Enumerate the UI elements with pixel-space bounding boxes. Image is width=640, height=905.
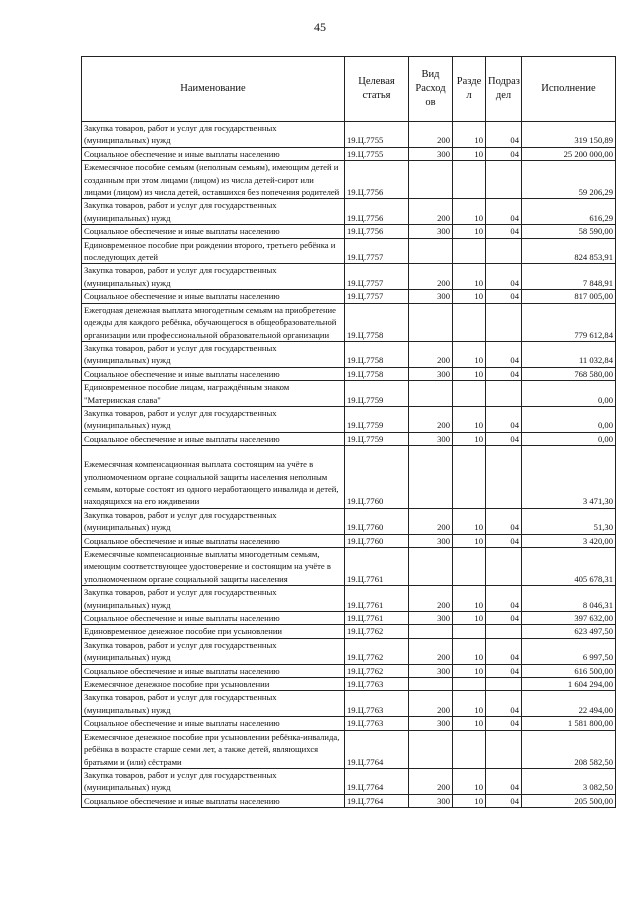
- row-target-code-cell: 19.Ц.7758: [345, 367, 409, 380]
- row-razdel-cell: 10: [453, 367, 486, 380]
- row-razdel-cell: 10: [453, 691, 486, 717]
- row-amount-cell: 22 494,00: [522, 691, 616, 717]
- row-name-cell: Единовременное денежное пособие при усыновлении: [82, 625, 345, 638]
- row-podrazdel-cell: 04: [486, 147, 522, 160]
- row-target-code-cell: 19.Ц.7764: [345, 768, 409, 794]
- table-row: [82, 691, 616, 717]
- row-vid-cell: 200: [409, 199, 453, 225]
- row-amount-cell: 616,29: [522, 199, 616, 225]
- row-razdel-cell: [453, 548, 486, 586]
- row-podrazdel-cell: 04: [486, 768, 522, 794]
- row-razdel-cell: [453, 625, 486, 638]
- row-podrazdel-cell: 04: [486, 367, 522, 380]
- row-target-code-cell: 19.Ц.7764: [345, 730, 409, 768]
- row-podrazdel-cell: [486, 238, 522, 264]
- row-vid-cell: [409, 625, 453, 638]
- row-amount-cell: 25 200 000,00: [522, 147, 616, 160]
- row-name-cell: Закупка товаров, работ и услуг для государственных (муниципальных) нужд: [82, 341, 345, 367]
- table-row: [82, 161, 616, 199]
- table-row: [82, 678, 616, 691]
- budget-execution-table: [81, 56, 616, 808]
- row-amount-cell: 3 471,30: [522, 446, 616, 509]
- row-podrazdel-cell: 04: [486, 794, 522, 807]
- row-target-code-cell: 19.Ц.7759: [345, 432, 409, 445]
- row-amount-cell: 8 046,31: [522, 586, 616, 612]
- row-vid-cell: 200: [409, 586, 453, 612]
- table-row: [82, 238, 616, 264]
- row-target-code-cell: 19.Ц.7761: [345, 548, 409, 586]
- row-vid-cell: [409, 678, 453, 691]
- row-razdel-cell: 10: [453, 199, 486, 225]
- row-vid-cell: [409, 381, 453, 407]
- column-header-target: Целевая статья: [345, 57, 409, 122]
- table-row: [82, 612, 616, 625]
- row-razdel-cell: 10: [453, 586, 486, 612]
- row-vid-cell: [409, 548, 453, 586]
- row-amount-cell: 616 500,00: [522, 664, 616, 677]
- row-target-code-cell: 19.Ц.7763: [345, 691, 409, 717]
- row-name-cell: Закупка товаров, работ и услуг для государственных (муниципальных) нужд: [82, 768, 345, 794]
- table-row: [82, 794, 616, 807]
- table-row: [82, 548, 616, 586]
- row-podrazdel-cell: 04: [486, 290, 522, 303]
- row-vid-cell: 200: [409, 508, 453, 534]
- table-row: [82, 122, 616, 148]
- row-vid-cell: 200: [409, 264, 453, 290]
- row-amount-cell: 623 497,50: [522, 625, 616, 638]
- table-row: [82, 264, 616, 290]
- row-name-cell: Единовременное пособие лицам, награждённым знаком "Материнская слава": [82, 381, 345, 407]
- row-vid-cell: [409, 161, 453, 199]
- row-target-code-cell: 19.Ц.7756: [345, 199, 409, 225]
- page-number: 45: [314, 20, 326, 34]
- row-razdel-cell: 10: [453, 122, 486, 148]
- row-razdel-cell: [453, 238, 486, 264]
- row-amount-cell: 824 853,91: [522, 238, 616, 264]
- row-vid-cell: 300: [409, 147, 453, 160]
- row-target-code-cell: 19.Ц.7758: [345, 303, 409, 341]
- row-podrazdel-cell: [486, 678, 522, 691]
- table-row: [82, 367, 616, 380]
- row-podrazdel-cell: [486, 381, 522, 407]
- row-amount-cell: 11 032,84: [522, 341, 616, 367]
- table-row: [82, 303, 616, 341]
- row-amount-cell: 58 590,00: [522, 225, 616, 238]
- table-row: [82, 147, 616, 160]
- table-body: [82, 122, 616, 808]
- row-podrazdel-cell: [486, 548, 522, 586]
- row-name-cell: Социальное обеспечение и иные выплаты населению: [82, 794, 345, 807]
- row-name-cell: Ежемесячные компенсационные выплаты многодетным семьям, имеющим соответствующее удостоверение и состоящим на учёте в уполномоченном органе социальной защиты населения: [82, 548, 345, 586]
- column-header-execution: Исполнение: [522, 57, 616, 122]
- row-podrazdel-cell: [486, 625, 522, 638]
- row-razdel-cell: 10: [453, 290, 486, 303]
- row-target-code-cell: 19.Ц.7759: [345, 381, 409, 407]
- row-vid-cell: 300: [409, 367, 453, 380]
- table-row: [82, 508, 616, 534]
- row-podrazdel-cell: 04: [486, 225, 522, 238]
- row-target-code-cell: 19.Ц.7764: [345, 794, 409, 807]
- row-razdel-cell: 10: [453, 147, 486, 160]
- row-razdel-cell: 10: [453, 406, 486, 432]
- table-row: [82, 341, 616, 367]
- column-header-razdel: Разде л: [453, 57, 486, 122]
- row-razdel-cell: [453, 730, 486, 768]
- row-vid-cell: 200: [409, 122, 453, 148]
- row-podrazdel-cell: 04: [486, 432, 522, 445]
- row-target-code-cell: 19.Ц.7762: [345, 638, 409, 664]
- row-razdel-cell: [453, 303, 486, 341]
- row-amount-cell: 1 581 800,00: [522, 717, 616, 730]
- row-target-code-cell: 19.Ц.7760: [345, 446, 409, 509]
- table-header-row: [82, 57, 616, 122]
- row-amount-cell: 397 632,00: [522, 612, 616, 625]
- table-row: [82, 730, 616, 768]
- row-name-cell: Социальное обеспечение и иные выплаты населению: [82, 225, 345, 238]
- table-row: [82, 664, 616, 677]
- row-name-cell: Социальное обеспечение и иные выплаты населению: [82, 534, 345, 547]
- row-amount-cell: 208 582,50: [522, 730, 616, 768]
- row-podrazdel-cell: 04: [486, 534, 522, 547]
- row-vid-cell: 300: [409, 612, 453, 625]
- row-amount-cell: 51,30: [522, 508, 616, 534]
- row-vid-cell: 200: [409, 638, 453, 664]
- row-podrazdel-cell: 04: [486, 264, 522, 290]
- table-row: [82, 199, 616, 225]
- row-razdel-cell: [453, 678, 486, 691]
- row-amount-cell: 3 420,00: [522, 534, 616, 547]
- row-amount-cell: 59 206,29: [522, 161, 616, 199]
- row-podrazdel-cell: 04: [486, 717, 522, 730]
- row-name-cell: Закупка товаров, работ и услуг для государственных (муниципальных) нужд: [82, 406, 345, 432]
- row-razdel-cell: 10: [453, 225, 486, 238]
- row-target-code-cell: 19.Ц.7763: [345, 717, 409, 730]
- table-row: [82, 381, 616, 407]
- row-razdel-cell: 10: [453, 717, 486, 730]
- table-row: [82, 768, 616, 794]
- row-amount-cell: 0,00: [522, 406, 616, 432]
- row-vid-cell: [409, 238, 453, 264]
- row-name-cell: Закупка товаров, работ и услуг для государственных (муниципальных) нужд: [82, 586, 345, 612]
- row-razdel-cell: 10: [453, 432, 486, 445]
- row-vid-cell: 200: [409, 341, 453, 367]
- row-target-code-cell: 19.Ц.7759: [345, 406, 409, 432]
- table-row: [82, 717, 616, 730]
- row-amount-cell: 319 150,89: [522, 122, 616, 148]
- row-razdel-cell: 10: [453, 768, 486, 794]
- row-name-cell: Социальное обеспечение и иные выплаты населению: [82, 432, 345, 445]
- table-row: [82, 586, 616, 612]
- row-amount-cell: 405 678,31: [522, 548, 616, 586]
- row-name-cell: Социальное обеспечение и иные выплаты населению: [82, 290, 345, 303]
- row-vid-cell: 300: [409, 225, 453, 238]
- row-target-code-cell: 19.Ц.7756: [345, 161, 409, 199]
- row-podrazdel-cell: 04: [486, 664, 522, 677]
- row-amount-cell: 6 997,50: [522, 638, 616, 664]
- row-vid-cell: [409, 446, 453, 509]
- row-target-code-cell: 19.Ц.7756: [345, 225, 409, 238]
- row-amount-cell: 1 604 294,00: [522, 678, 616, 691]
- row-amount-cell: 817 005,00: [522, 290, 616, 303]
- row-name-cell: Закупка товаров, работ и услуг для государственных (муниципальных) нужд: [82, 691, 345, 717]
- row-podrazdel-cell: [486, 730, 522, 768]
- row-podrazdel-cell: 04: [486, 612, 522, 625]
- column-header-name: Наименование: [82, 57, 345, 122]
- row-vid-cell: 300: [409, 290, 453, 303]
- row-podrazdel-cell: 04: [486, 508, 522, 534]
- row-target-code-cell: 19.Ц.7755: [345, 122, 409, 148]
- row-razdel-cell: 10: [453, 638, 486, 664]
- row-name-cell: Социальное обеспечение и иные выплаты населению: [82, 717, 345, 730]
- row-podrazdel-cell: 04: [486, 199, 522, 225]
- row-podrazdel-cell: 04: [486, 586, 522, 612]
- row-podrazdel-cell: 04: [486, 638, 522, 664]
- row-name-cell: Закупка товаров, работ и услуг для государственных (муниципальных) нужд: [82, 508, 345, 534]
- row-target-code-cell: 19.Ц.7762: [345, 664, 409, 677]
- row-podrazdel-cell: [486, 161, 522, 199]
- table-row: [82, 225, 616, 238]
- row-podrazdel-cell: [486, 303, 522, 341]
- row-razdel-cell: 10: [453, 341, 486, 367]
- row-podrazdel-cell: 04: [486, 691, 522, 717]
- row-amount-cell: 779 612,84: [522, 303, 616, 341]
- table-row: [82, 290, 616, 303]
- table-row: [82, 406, 616, 432]
- row-target-code-cell: 19.Ц.7761: [345, 586, 409, 612]
- row-name-cell: Единовременное пособие при рождении второго, третьего ребёнка и последующих детей: [82, 238, 345, 264]
- row-name-cell: Закупка товаров, работ и услуг для государственных (муниципальных) нужд: [82, 264, 345, 290]
- table-row: [82, 446, 616, 509]
- row-vid-cell: 200: [409, 691, 453, 717]
- row-name-cell: Ежемесячное денежное пособие при усыновлении ребёнка-инвалида, ребёнка в возрасте старше семи лет, а также детей, являющихся братьями и (или) сёстрами: [82, 730, 345, 768]
- row-amount-cell: 3 082,50: [522, 768, 616, 794]
- row-razdel-cell: 10: [453, 508, 486, 534]
- table-row: [82, 638, 616, 664]
- row-name-cell: Ежемесячное пособие семьям (неполным семьям), имеющим детей и созданным при этом лицами (лицом) из числа детей-сирот или лицами (лицом) из числа детей, оставшихся без попечения родителей: [82, 161, 345, 199]
- row-target-code-cell: 19.Ц.7763: [345, 678, 409, 691]
- row-vid-cell: 300: [409, 534, 453, 547]
- row-vid-cell: 200: [409, 768, 453, 794]
- row-razdel-cell: 10: [453, 534, 486, 547]
- row-vid-cell: 200: [409, 406, 453, 432]
- row-name-cell: Ежемесячная компенсационная выплата состоящим на учёте в уполномоченном органе социальной защиты населения неполным семьям, которые состоят из одного неработающего инвалида и детей, находящихся на его иждивении: [82, 446, 345, 509]
- row-name-cell: Социальное обеспечение и иные выплаты населению: [82, 147, 345, 160]
- row-vid-cell: 300: [409, 794, 453, 807]
- column-header-vid: Вид Расход ов: [409, 57, 453, 122]
- row-razdel-cell: 10: [453, 794, 486, 807]
- row-razdel-cell: 10: [453, 612, 486, 625]
- row-amount-cell: 0,00: [522, 381, 616, 407]
- row-vid-cell: [409, 303, 453, 341]
- row-target-code-cell: 19.Ц.7762: [345, 625, 409, 638]
- table-row: [82, 625, 616, 638]
- row-vid-cell: [409, 730, 453, 768]
- row-razdel-cell: [453, 381, 486, 407]
- row-target-code-cell: 19.Ц.7760: [345, 508, 409, 534]
- row-target-code-cell: 19.Ц.7757: [345, 264, 409, 290]
- row-amount-cell: 0,00: [522, 432, 616, 445]
- row-target-code-cell: 19.Ц.7755: [345, 147, 409, 160]
- row-name-cell: Ежегодная денежная выплата многодетным семьям на приобретение одежды для каждого ребёнка, обучающегося в общеобразовательной организации или профессиональной образовательной организации: [82, 303, 345, 341]
- row-razdel-cell: 10: [453, 264, 486, 290]
- row-podrazdel-cell: [486, 446, 522, 509]
- table-row: [82, 534, 616, 547]
- row-razdel-cell: [453, 161, 486, 199]
- row-vid-cell: 300: [409, 664, 453, 677]
- row-name-cell: Социальное обеспечение и иные выплаты населению: [82, 612, 345, 625]
- row-amount-cell: 768 580,00: [522, 367, 616, 380]
- row-amount-cell: 7 848,91: [522, 264, 616, 290]
- row-name-cell: Закупка товаров, работ и услуг для государственных (муниципальных) нужд: [82, 122, 345, 148]
- row-name-cell: Социальное обеспечение и иные выплаты населению: [82, 367, 345, 380]
- row-target-code-cell: 19.Ц.7760: [345, 534, 409, 547]
- row-podrazdel-cell: 04: [486, 122, 522, 148]
- row-target-code-cell: 19.Ц.7761: [345, 612, 409, 625]
- column-header-podrazdel: Подраз дел: [486, 57, 522, 122]
- row-target-code-cell: 19.Ц.7758: [345, 341, 409, 367]
- row-name-cell: Ежемесячное денежное пособие при усыновлении: [82, 678, 345, 691]
- row-razdel-cell: 10: [453, 664, 486, 677]
- row-vid-cell: 300: [409, 432, 453, 445]
- row-amount-cell: 205 500,00: [522, 794, 616, 807]
- row-target-code-cell: 19.Ц.7757: [345, 238, 409, 264]
- row-vid-cell: 300: [409, 717, 453, 730]
- row-podrazdel-cell: 04: [486, 406, 522, 432]
- table-row: [82, 432, 616, 445]
- row-target-code-cell: 19.Ц.7757: [345, 290, 409, 303]
- row-name-cell: Закупка товаров, работ и услуг для государственных (муниципальных) нужд: [82, 199, 345, 225]
- row-razdel-cell: [453, 446, 486, 509]
- row-name-cell: Социальное обеспечение и иные выплаты населению: [82, 664, 345, 677]
- row-name-cell: Закупка товаров, работ и услуг для государственных (муниципальных) нужд: [82, 638, 345, 664]
- row-podrazdel-cell: 04: [486, 341, 522, 367]
